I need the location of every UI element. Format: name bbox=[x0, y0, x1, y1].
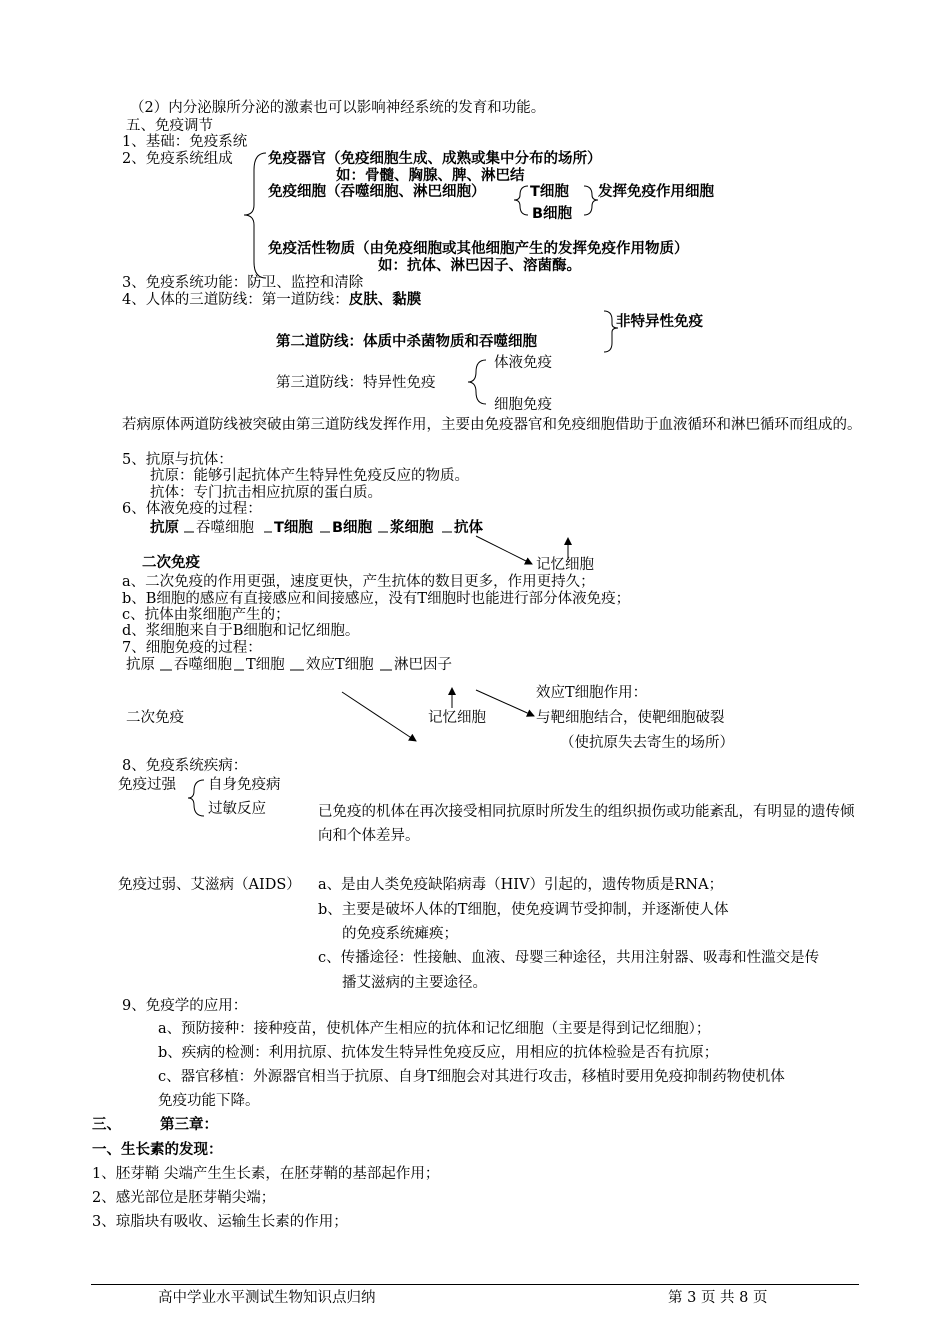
flow-t-cell: T细胞 bbox=[274, 520, 313, 536]
growth-2: 2、感光部位是胚芽鞘尖端； bbox=[92, 1190, 276, 1206]
text-line: （2）内分泌腺所分泌的激素也可以影响神经系统的发育和功能。 bbox=[130, 100, 546, 116]
section-title: 一、生长素的发现： bbox=[92, 1142, 223, 1158]
flow-arrow-b-memory bbox=[476, 536, 532, 564]
antigen-definition: 抗原：能够引起抗体产生特异性免疫反应的物质。 bbox=[150, 468, 469, 484]
brace-hyper bbox=[188, 780, 204, 816]
aids-c: c、传播途径：性接触、血液、母婴三种途径，共用注射器、吸毒和性滥交是传 bbox=[318, 950, 820, 966]
memory-cell-2: 记忆细胞 bbox=[428, 710, 486, 726]
text-line: 3、免疫系统功能：防卫、监控和清除 bbox=[122, 275, 364, 291]
text-line: 8、免疫系统疾病： bbox=[122, 758, 248, 774]
brace-specific bbox=[468, 360, 486, 404]
note-d: d、浆细胞来自于B细胞和记忆细胞。 bbox=[122, 623, 360, 639]
chapter-title: 第三章： bbox=[160, 1117, 218, 1133]
cflow-lymphokine: 淋巴因子 bbox=[394, 657, 452, 673]
brace-lymphocyte-right bbox=[584, 186, 598, 215]
growth-1: 1、胚芽鞘 尖端产生生长素，在胚芽鞘的基部起作用； bbox=[92, 1166, 440, 1182]
app-c-cont: 免疫功能下降。 bbox=[158, 1093, 260, 1109]
footer-title: 高中学业水平测试生物知识点归纳 bbox=[158, 1290, 376, 1306]
effector-note: （使抗原失去寄生的场所） bbox=[560, 735, 734, 751]
growth-3: 3、琼脂块有吸收、运输生长素的作用； bbox=[92, 1214, 348, 1230]
immune-organ: 免疫器官（免疫细胞生成、成熟或集中分布的场所） bbox=[268, 151, 602, 167]
cellular-immunity: 细胞免疫 bbox=[494, 397, 552, 413]
secondary-immunity-2: 二次免疫 bbox=[126, 710, 184, 726]
app-a: a、预防接种：接种疫苗，使机体产生相应的抗体和记忆细胞（主要是得到记忆细胞）； bbox=[158, 1021, 711, 1037]
t-cell: T细胞 bbox=[530, 184, 569, 200]
note-b: b、B细胞的感应有直接感应和间接感应，没有T细胞时也能进行部分体液免疫； bbox=[122, 591, 631, 607]
flow-antigen: 抗原 bbox=[150, 520, 179, 536]
text-line: 1、基础：免疫系统 bbox=[122, 134, 248, 150]
cflow-arrow-effector bbox=[476, 690, 534, 716]
chapter-number: 三、 bbox=[92, 1117, 121, 1133]
flow-phagocyte: 吞噬细胞 bbox=[196, 520, 254, 536]
cflow-antigen: 抗原 bbox=[126, 657, 155, 673]
third-defense: 第三道防线：特异性免疫 bbox=[276, 375, 436, 391]
aids-b-cont: 的免疫系统瘫痪； bbox=[342, 926, 458, 942]
cflow-effector-t: 效应T细胞 bbox=[306, 657, 374, 673]
second-defense: 第二道防线：体质中杀菌物质和吞噬细胞 bbox=[276, 334, 537, 350]
autoimmune: 自身免疫病 bbox=[208, 777, 281, 793]
humoral-immunity: 体液免疫 bbox=[494, 355, 552, 371]
allergy: 过敏反应 bbox=[208, 801, 266, 817]
aids-a: a、是由人类免疫缺陷病毒（HIV）引起的，遗传物质是RNA； bbox=[318, 877, 724, 893]
text-line: 9、免疫学的应用： bbox=[122, 998, 248, 1014]
text-line: 6、体液免疫的过程： bbox=[122, 501, 262, 517]
page-number: 第 3 页 共 8 页 bbox=[668, 1290, 768, 1306]
app-c: c、器官移植：外源器官相当于抗原、自身T细胞会对其进行攻击，移植时要用免疫抑制药物使机体 bbox=[158, 1069, 785, 1085]
text-line: 4、人体的三道防线：第一道防线：皮肤、黏膜 bbox=[122, 292, 422, 308]
secondary-immunity: 二次免疫 bbox=[142, 555, 200, 571]
hyper-immunity: 免疫过强 bbox=[118, 777, 176, 793]
immune-cell: 免疫细胞（吞噬细胞、淋巴细胞） bbox=[268, 184, 486, 200]
cflow-t-cell: T细胞 bbox=[246, 657, 285, 673]
immunodeficiency: 免疫过弱、艾滋病（AIDS） bbox=[118, 877, 301, 893]
effector-action: 与靶细胞结合，使靶细胞破裂 bbox=[536, 710, 725, 726]
brace-lymphocyte-left bbox=[514, 186, 528, 215]
allergy-description: 已免疫的机体在再次接受相同抗原时所发生的组织损伤或功能紊乱，有明显的遗传倾向和个体差异。 bbox=[318, 804, 855, 844]
note-c: c、抗体由浆细胞产生的； bbox=[122, 607, 290, 623]
app-b: b、疾病的检测：利用抗原、抗体发生特异性免疫反应，用相应的抗体检验是否有抗原； bbox=[158, 1045, 719, 1061]
immune-organ-example: 如：骨髓、胸腺、脾、淋巴结 bbox=[336, 168, 525, 184]
active-substance-example: 如：抗体、淋巴因子、溶菌酶。 bbox=[378, 258, 581, 274]
text-line: 7、细胞免疫的过程： bbox=[122, 640, 262, 656]
paragraph: 若病原体两道防线被突破由第三道防线发挥作用，主要由免疫器官和免疫细胞借助于血液循环和淋巴循环而组成的。 bbox=[122, 417, 862, 433]
aids-b: b、主要是破坏人体的T细胞，使免疫调节受抑制，并逐渐使人体 bbox=[318, 902, 729, 918]
immune-cell-function: 发挥免疫作用细胞 bbox=[598, 184, 714, 200]
flow-b-cell: B细胞 bbox=[332, 520, 373, 536]
brace-system-components bbox=[244, 153, 266, 278]
flow-antibody: 抗体 bbox=[454, 520, 483, 536]
cflow-phagocyte: 吞噬细胞 bbox=[174, 657, 232, 673]
b-cell: B细胞 bbox=[532, 206, 573, 222]
note-a: a、二次免疫的作用更强，速度更快，产生抗体的数目更多，作用更持久； bbox=[122, 574, 595, 590]
text-line: 2、免疫系统组成 bbox=[122, 151, 233, 167]
aids-c-cont: 播艾滋病的主要途径。 bbox=[342, 975, 487, 991]
cflow-arrow-t-memory bbox=[342, 692, 416, 741]
nonspecific-immunity: 非特异性免疫 bbox=[616, 314, 703, 330]
text-line: 5、抗原与抗体： bbox=[122, 452, 233, 468]
brace-nonspecific bbox=[604, 311, 618, 352]
effector-title: 效应T细胞作用： bbox=[536, 685, 648, 701]
section-heading: 五、免疫调节 bbox=[126, 118, 213, 134]
flow-plasma-cell: 浆细胞 bbox=[390, 520, 434, 536]
active-substance: 免疫活性物质（由免疫细胞或其他细胞产生的发挥免疫作用物质） bbox=[268, 241, 689, 257]
memory-cell: 记忆细胞 bbox=[536, 557, 594, 573]
antibody-definition: 抗体：专门抗击相应抗原的蛋白质。 bbox=[150, 485, 382, 501]
